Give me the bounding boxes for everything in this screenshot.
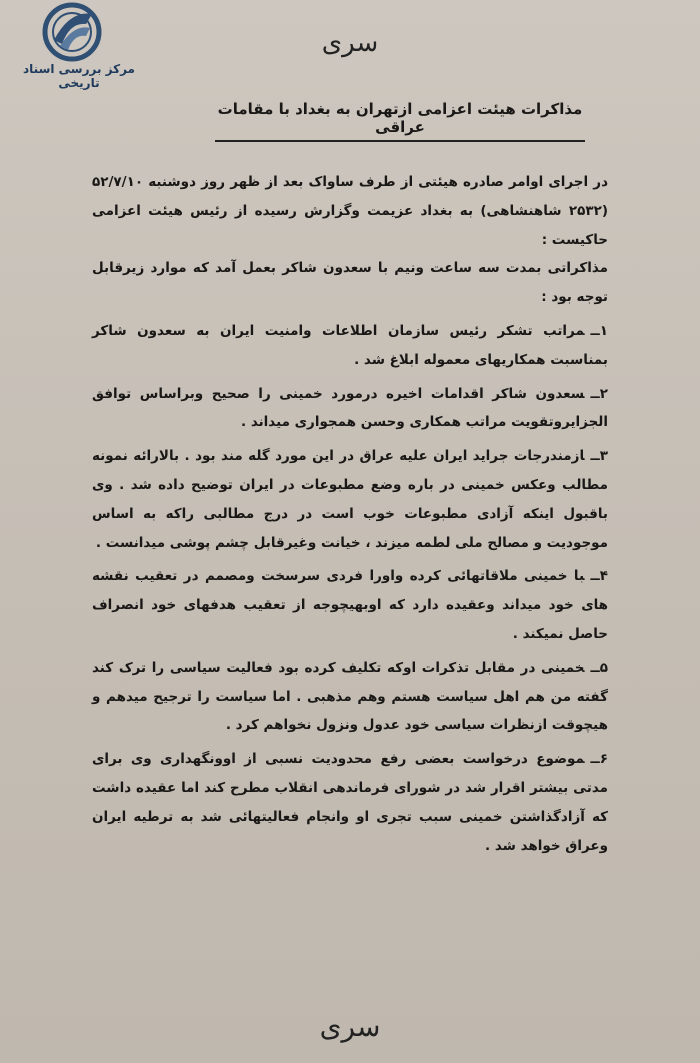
list-item xyxy=(92,654,608,740)
classification-bottom: سری xyxy=(319,1010,381,1043)
list-item xyxy=(92,745,608,860)
list-item-text: مراتب تشکر رئیس سازمان اطلاعات وامنیت ایران به سعدون شاکر بمناسبت همکاریهای معموله ابلاغ شد . xyxy=(92,322,608,368)
archive-center-logo-text: مرکز بررسی اسناد تاریخی xyxy=(23,62,135,90)
list-item-number: ۴ــ xyxy=(590,568,608,585)
list-item xyxy=(92,562,608,648)
list-item-text: سعدون شاکر اقدامات اخیره درمورد خمینی را صحیح وبراساس توافق الجزایروتقویت مراتب همکاری وحسن همجواری میداند . xyxy=(92,385,608,431)
list-item xyxy=(92,380,608,438)
list-item-text: موضوع درخواست بعضی رفع محدودیت نسبی از اوونگهداری وی برای مدتی بیشتر اقرار شد در شورای فرماندهی انقلاب مطرح کند اما عقیده داشت که آزادگذاشتن خمینی سبب تجری او وانجام فعالیتهائی شد به ترطیه ایران وعراق خواهد شد . xyxy=(92,751,608,854)
list-item-number: ۳ــ xyxy=(590,448,608,465)
document-body xyxy=(92,168,608,860)
list-item-text: با خمینی ملاقاتهائی کرده واورا فردی سرسخت ومصمم در تعقیب نقشه های خود میداند وعقیده دارد که اوبهیچوجه از تعقیب هدفهای خود انصراف حاصل نمیکند . xyxy=(92,568,608,642)
intro-paragraph: در اجرای اوامر صادره هیئتی از طرف ساواک بعد از ظهر روز دوشنبه ۵۲/۷/۱۰ (۲۵۳۲ شاهنشاهی) به بغداد عزیمت وگزارش رسیده از رئیس هیئت اعزامی حاکیست : xyxy=(92,174,608,248)
list-item-number: ۵ــ xyxy=(590,659,608,676)
list-item-number: ۶ــ xyxy=(590,751,608,768)
document-title: مذاکرات هیئت اعزامی ازتهران به بغداد با مقامات عراقی xyxy=(215,100,585,142)
list-item xyxy=(92,317,608,375)
intro-paragraph-2: مذاکراتی بمدت سه ساعت ونیم با سعدون شاکر بعمل آمد که موارد زیرقابل توجه بود : xyxy=(92,260,608,306)
classification-top: سری xyxy=(321,28,379,58)
list-item-text: خمینی در مقابل تذکرات اوکه تکلیف کرده بود فعالیت سیاسی را ترک کند گفته من هم اهل سیاست هستم وهم مذهبی . اما سیاست را ترجیح میدهم و هیچوقت ازنظرات سیاسی خود عدول ونزول نخواهم کرد . xyxy=(92,659,608,734)
list-item-number: ۱ــ xyxy=(590,322,608,339)
list-item xyxy=(92,442,608,557)
list-item-text: ازمندرجات جراید ایران علیه عراق در این مورد گله مند بود . بالارائه نمونه مطالب وعکس خمینی در باره وضع مطبوعات در ایران توضیح داده شد . وی باقبول اینکه آزادی مطبوعات خوب است در درج مطالبی راکه به اساس موجودیت و مصالح ملی لطمه میزند ، خیانت وغیرقابل چشم پوشی میدانست . xyxy=(92,448,608,551)
list-item-number: ۲ــ xyxy=(590,385,608,402)
